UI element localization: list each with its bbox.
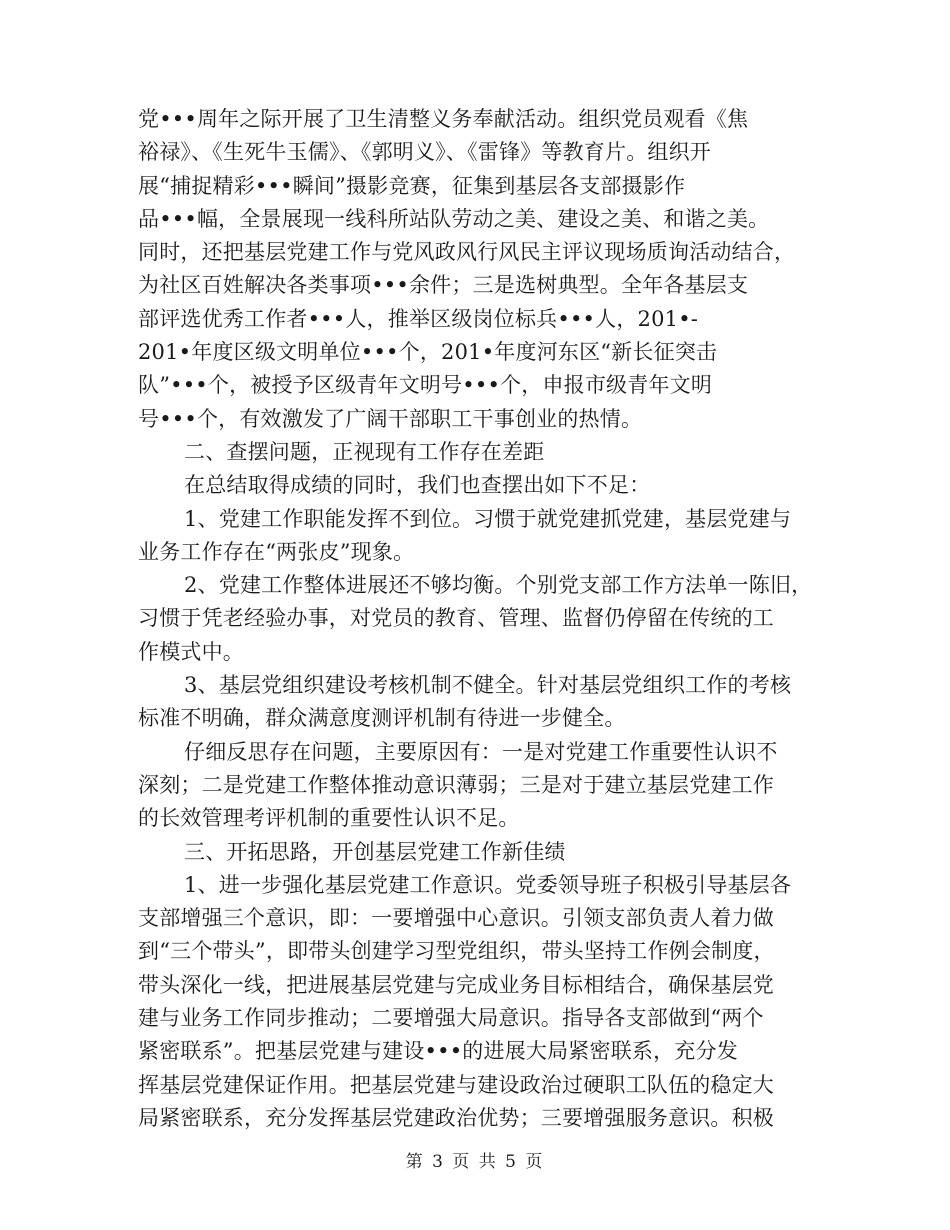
text-line: 业务工作存在“两张皮”现象。 [138,539,415,564]
text-line: 作模式中。 [138,639,244,664]
section-heading: 三、开拓思路，开创基层党建工作新佳绩 [184,839,566,864]
text-line: 习惯于凭老经验办事，对党员的教育、管理、监督仍停留在传统的工 [138,606,774,631]
text-line: 深刻；二是党建工作整体推动意识薄弱；三是对于建立基层党建工作 [138,772,774,797]
text-line: 建与业务工作同步推动；二要增强大局意识。指导各支部做到“两个 [138,1006,764,1031]
text-line: 品•••幅，全景展现一线科所站队劳动之美、建设之美、和谐之美。 [138,206,770,231]
text-line: 为社区百姓解决各类事项•••余件；三是选树典型。全年各基层支 [138,273,749,298]
text-line: 挥基层党建保证作用。把基层党建与建设政治过硬职工队伍的稳定大 [138,1072,774,1097]
text-line: 带头深化一线，把进展基层党建与完成业务目标相结合，确保基层党 [138,972,774,997]
page-footer: 第 3 页 共 5 页 [405,1152,545,1172]
text-line: 紧密联系”。把基层党建与建设•••的进展大局紧密联系，充分发 [138,1039,738,1064]
text-line: 队”•••个，被授予区级青年文明号•••个，申报市级青年文明 [138,373,713,398]
body-text [138,103,818,1135]
text-line: 的长效管理考评机制的重要性认识不足。 [138,806,520,831]
text-line: 部评选优秀工作者•••人，推举区级岗位标兵•••人，201•- [138,306,699,331]
text-line: 2、党建工作整体进展还不够均衡。个别党支部工作方法单一陈旧， [184,573,813,598]
text-line: 支部增强三个意识，即：一要增强中心意识。引领支部负责人着力做 [138,906,774,931]
text-line: 在总结取得成绩的同时，我们也查摆出如下不足： [184,473,651,498]
text-line: 裕禄》、《生死牛玉儒》、《郭明义》、《雷锋》等教育片。组织开 [138,140,711,165]
text-line: 号•••个，有效激发了广阔干部职工干事创业的热情。 [138,406,643,431]
text-line: 标准不明确，群众满意度测评机制有待进一步健全。 [138,706,626,731]
text-line: 1、进一步强化基层党建工作意识。党委领导班子积极引导基层各 [184,872,792,897]
section-heading: 二、查摆问题，正视现有工作存在差距 [184,439,545,464]
text-line: 局紧密联系，充分发挥基层党建政治优势；三要增强服务意识。积极 [138,1105,774,1130]
text-line: 3、基层党组织建设考核机制不健全。针对基层党组织工作的考核 [184,673,792,698]
text-line: 党•••周年之际开展了卫生清整义务奉献活动。组织党员观看《焦 [138,107,749,131]
text-line: 展“捕捉精彩•••瞬间”摄影竞赛，征集到基层各支部摄影作 [138,173,686,198]
text-line: 到“三个带头”，即带头创建学习型党组织，带头坚持工作例会制度， [138,939,775,964]
text-line: 1、党建工作职能发挥不到位。习惯于就党建抓党建，基层党建与 [184,506,792,531]
text-line: 仔细反思存在问题，主要原因有：一是对党建工作重要性认识不 [184,739,778,764]
text-line: 201•年度区级文明单位•••个，201•年度河东区“新长征突击 [138,340,718,365]
text-line: 同时，还把基层党建工作与党风政风行风民主评议现场质询活动结合， [138,240,796,265]
